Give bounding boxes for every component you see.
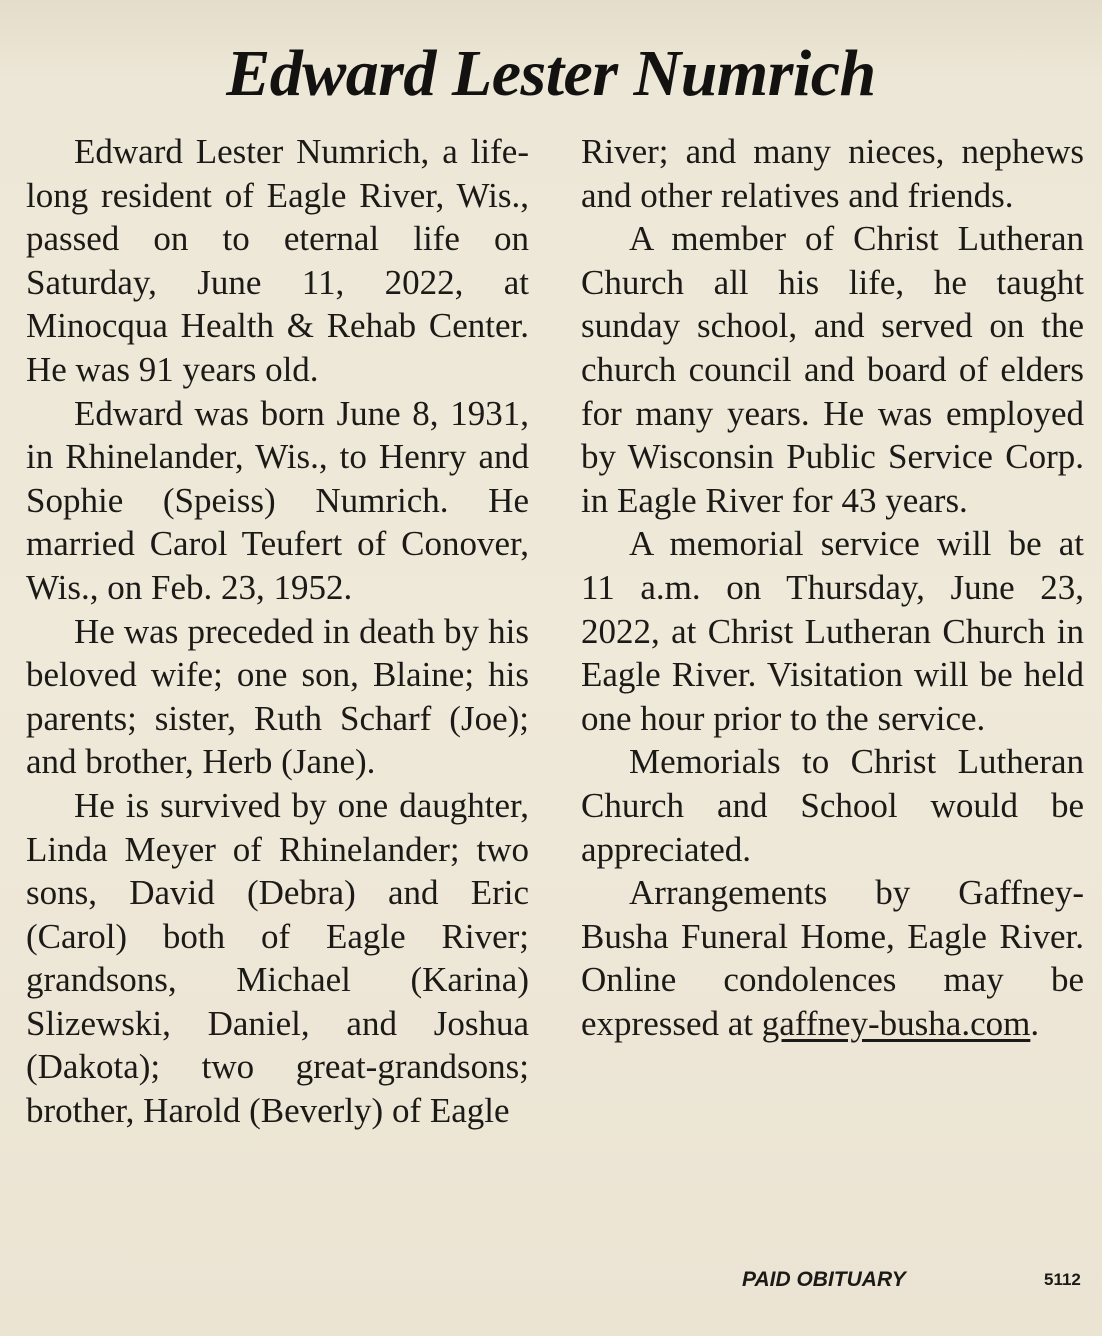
- paragraph-arrangements: [581, 871, 1084, 1045]
- website-suffix: .: [1030, 1003, 1040, 1043]
- paid-obituary-label: PAID OBITUARY: [742, 1268, 906, 1291]
- paragraph-memorial-service: A memorial service will be at 11 a.m. on Thursday, June 23, 2022, at Christ Lutheran Church in Eagle River. Visitation will be held one hour prior to the service.: [581, 524, 1084, 738]
- arrangements-text: Arrangements by Gaffney-Busha Funeral Home, Eagle River. Online condolences may be expressed at: [581, 873, 1084, 1043]
- paragraph-memorials: Memorials to Christ Lutheran Church and School would be appreciated.: [581, 742, 1084, 869]
- paragraph-passing: Edward Lester Numrich, a life-long resident of Eagle River, Wis., passed on to eternal life on Saturday, June 11, 2022, at Minocqua Health & Rehab Center. He was 91 years old.: [26, 132, 529, 389]
- paragraph-survived-continued: River; and many nieces, nephews and other relatives and friends.: [581, 132, 1084, 215]
- paragraph-church-career: A member of Christ Lutheran Church all his life, he taught sunday school, and served on the church council and board of elders for many years. He was employed by Wisconsin Public Service Corp. in Eagle River for 43 years.: [581, 219, 1084, 520]
- right-column: [581, 130, 1084, 1045]
- obituary-title: Edward Lester Numrich: [226, 37, 876, 110]
- website-link[interactable]: gaffney-busha.com: [761, 1003, 1031, 1043]
- ad-code: 5112: [1044, 1270, 1081, 1289]
- paragraph-birth-marriage: Edward was born June 8, 1931, in Rhinelander, Wis., to Henry and Sophie (Speiss) Numrich. He married Carol Teufert of Conover, Wis., on Feb. 23, 1952.: [26, 393, 529, 607]
- left-column: [26, 130, 529, 1133]
- paragraph-survived: He is survived by one daughter, Linda Meyer of Rhinelander; two sons, David (Debra) and Eric (Carol) both of Eagle River; grandsons, Michael (Karina) Slizewski, Daniel, and Joshua (Dakota); two great-grandsons; brother, Harold (Beverly) of Eagle: [26, 785, 529, 1131]
- paragraph-preceded: He was preceded in death by his beloved wife; one son, Blaine; his parents; sister, Ruth Scharf (Joe); and brother, Herb (Jane).: [26, 611, 529, 782]
